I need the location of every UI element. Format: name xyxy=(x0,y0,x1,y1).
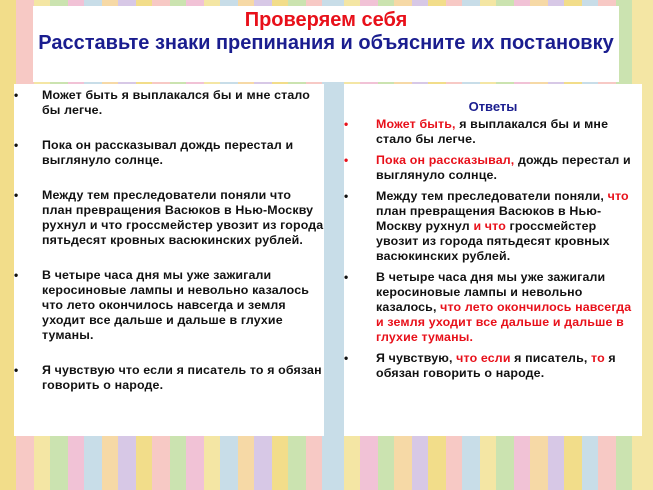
slide-subtitle: Расставьте знаки препинания и объясните их постановку xyxy=(38,32,614,54)
exercise-item: • Я чувствую что если я писатель то я обязан говорить о народе. xyxy=(14,363,322,392)
bullet-icon: • xyxy=(14,138,19,152)
bullet-icon: • xyxy=(344,270,349,284)
answers-title: Ответы xyxy=(468,99,518,114)
bullet-icon: • xyxy=(344,351,349,365)
bullet-icon: • xyxy=(14,363,19,377)
bullet-icon: • xyxy=(14,188,19,202)
answers-panel xyxy=(344,84,642,436)
exercise-item: • Между тем преследователи поняли что план превращения Васюков в Нью-Москву рухнул и что гроссмейстер увозит из города пятьдесят кровных васюкинских рублей. xyxy=(14,188,324,247)
answer-item: • Может быть, я выплакался бы и мне стало бы легче. xyxy=(344,117,609,146)
answer-item: • Между тем преследователи поняли, что план превращения Васюков в Нью-Москву рухнул и что гроссмейстер увозит из города пятьдесят кровных васюкинских рублей. xyxy=(344,189,629,263)
answer-item: • В четыре часа дня мы уже зажигали керосиновые лампы и невольно казалось, что лето окончилось навсегда и земля уходит все дальше и дальше в глухие туманы. xyxy=(344,270,632,344)
exercise-panel xyxy=(14,84,324,436)
exercise-list xyxy=(14,84,324,393)
bullet-icon: • xyxy=(344,189,349,203)
exercise-item: • Может быть я выплакался бы и мне стало бы легче. xyxy=(14,88,310,117)
bullet-icon: • xyxy=(14,88,19,102)
title-box xyxy=(33,6,619,82)
slide-title: Проверяем себя xyxy=(244,9,408,31)
answer-item: • Я чувствую, что если я писатель, то я обязан говорить о народе. xyxy=(344,351,616,380)
exercise-item: • В четыре часа дня мы уже зажигали керосиновые лампы и невольно казалось что лето окончилось навсегда и земля уходит все дальше и дальше в глухие туманы. xyxy=(14,268,310,342)
bullet-icon: • xyxy=(344,117,349,131)
answer-item: • Пока он рассказывал, дождь перестал и выглянуло солнце. xyxy=(344,153,631,182)
bullet-icon: • xyxy=(14,268,19,282)
exercise-item: • Пока он рассказывал дождь перестал и выглянуло солнце. xyxy=(14,138,294,167)
answer-list xyxy=(344,117,642,381)
bullet-icon: • xyxy=(344,153,349,167)
